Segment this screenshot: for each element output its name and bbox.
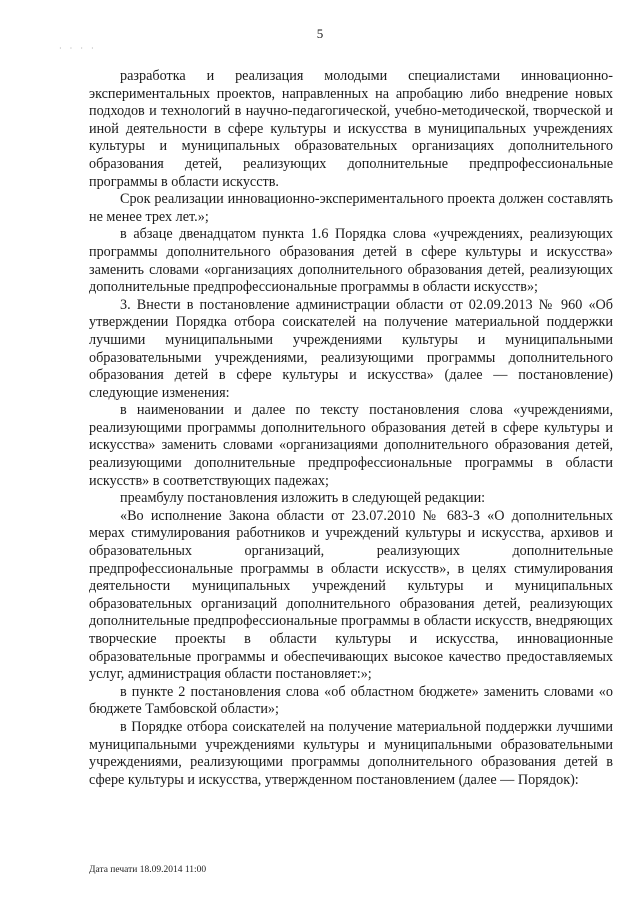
paragraph: разработка и реализация молодыми специалистами инновационно-экспериментальных проектов, направленных на апробацию либо внедрение новых подходов и технологий в научно-педагогической, учебно-методической, творческой и иной деятельности в сфере культуры и искусства в муниципальных учреждениях культуры и муниципальных образовательных организациях дополнительного образования детей, реализующих дополнительные предпрофессиональные программы в области искусств. [89, 68, 613, 190]
page-number: 5 [316, 26, 324, 41]
print-date-footer: Дата печати 18.09.2014 11:00 [89, 865, 207, 875]
paragraph: в абзаце двенадцатом пункта 1.6 Порядка слова «учреждениях, реализующих программы дополнительного образования детей в сфере культуры и искусства» заменить словами «организациях дополнительного образования детей, реализующих дополнительные предпрофессиональные программы в области искусств»; [89, 226, 613, 296]
document-body [89, 68, 613, 789]
paragraph: преамбулу постановления изложить в следующей редакции: [120, 490, 486, 507]
paragraph: в Порядке отбора соискателей на получение материальной поддержки лучшими муниципальными учреждениями культуры и муниципальными образовательными учреждениями, реализующими программы дополнительного образования детей в сфере культуры и искусства, утвержденном постановлением (далее — Порядок): [89, 718, 613, 788]
paragraph: Срок реализации инновационно-экспериментального проекта должен составлять не менее трех лет.»; [89, 191, 613, 225]
paragraph: «Во исполнение Закона области от 23.07.2010 № 683-З «О дополнительных мерах стимулирования работников и учреждений культуры и искусства, архивов и образовательных организаций, реализующих дополнительные предпрофессиональные программы в области искусств», в целях стимулирования деятельности муниципальных учреждений культуры и муниципальных образовательных организаций дополнительного образования детей, реализующих дополнительные предпрофессиональные программы в области искусств, внедряющих творческие проекты в области культуры и искусства, инновационные образовательные программы и обеспечивающих высокое качество предоставляемых услуг, администрация области постановляет:»; [89, 507, 613, 683]
paragraph: 3. Внести в постановление администрации области от 02.09.2013 № 960 «Об утверждении Порядка отбора соискателей на получение материальной поддержки лучшими муниципальными учреждениями культуры и муниципальными образовательными учреждениями, реализующими программы дополнительного образования детей в сфере культуры и искусства» (далее — постановление) следующие изменения: [89, 296, 613, 401]
scan-artifact-dots: · · · · [59, 44, 97, 53]
paragraph: в пункте 2 постановления слова «об областном бюджете» заменить словами «о бюджете Тамбовской области»; [89, 683, 613, 718]
paragraph: в наименовании и далее по тексту постановления слова «учреждениями, реализующими программы дополнительного образования детей в сфере культуры и искусства» заменить словами «организациями дополнительного образования детей, реализующими дополнительные предпрофессиональные программы в области искусств» в соответствующих падежах; [89, 402, 613, 489]
